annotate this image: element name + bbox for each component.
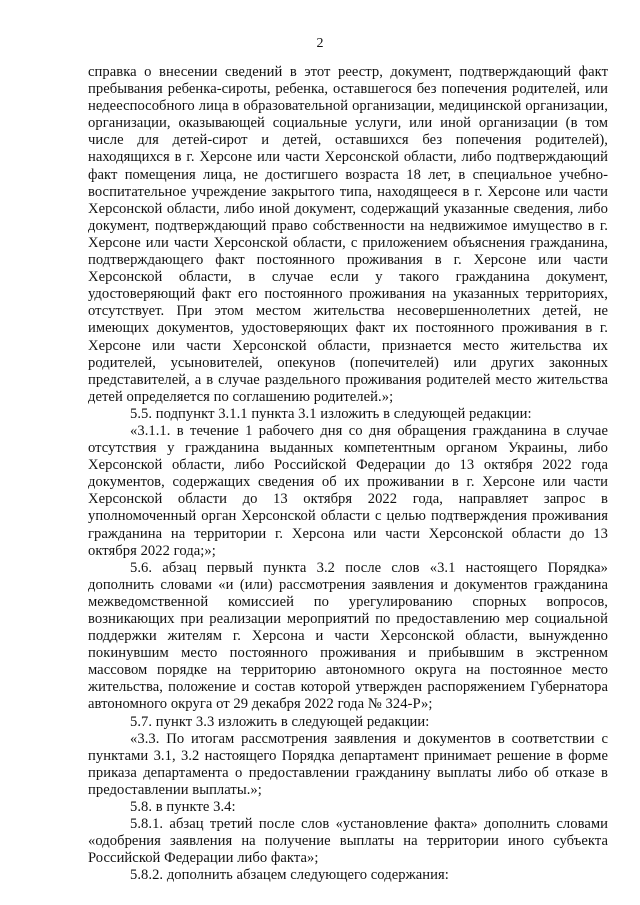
paragraph-5-6: 5.6. абзац первый пункта 3.2 после слов «3.1 настоящего Порядка» дополнить словами «и (или) рассмотрения заявления и документов гражданина межведомственной комиссией по урегулированию спорных вопросов, возникающих при реализации мероприятий по предоставлению мер социальной поддержки жителям г. Херсона и части Херсонской области, вынужденно покинувшим место постоянного проживания и прибывшим в экстренном массовом порядке на территорию автономного округа на постоянное место жительства, положение и состав которой утвержден распоряжением Губернатора автономного округа от 29 декабря 2022 года № 324-Р»; (88, 559, 608, 713)
paragraph-3-3-quote: «3.3. По итогам рассмотрения заявления и документов в соответствии с пунктами 3.1, 3.2 настоящего Порядка департамент принимает решение в форме приказа департамента о предоставлении гражданину выплаты либо об отказе в предоставлении выплаты.»; (88, 730, 608, 798)
page-number: 2 (316, 36, 324, 51)
document-body (88, 64, 608, 885)
paragraph-5-5: 5.5. подпункт 3.1.1 пункта 3.1 изложить в следующей редакции: (130, 405, 532, 422)
paragraph-5-8: 5.8. в пункте 3.4: (130, 799, 236, 816)
paragraph-5-8-1: 5.8.1. абзац третий после слов «установление факта» дополнить словами «одобрения заявления на получение выплаты на территории иного субъекта Российской Федерации либо факта»; (88, 816, 608, 867)
paragraph-5-8-2: 5.8.2. дополнить абзацем следующего содержания: (130, 867, 449, 884)
paragraph-3-1-1-quote: «3.1.1. в течение 1 рабочего дня со дня обращения гражданина в случае отсутствия у гражданина выданных компетентным органом Украины, либо Херсонской области, либо Российской Федерации до 13 октября 2022 года документов, содержащих сведения об их проживании в г. Херсоне или части Херсонской области до 13 октября 2022 года, направляет запрос в уполномоченный орган Херсонской области с целью подтверждения проживания гражданина на территории г. Херсона или части Херсонской области до 13 октября 2022 года;»; (88, 422, 608, 559)
paragraph-continuation: справка о внесении сведений в этот реестр, документ, подтверждающий факт пребывания ребенка-сироты, ребенка, оставшегося без попечения родителей, или недееспособного лица в образовательной организации, медицинской организации, организации, оказывающей социальные услуги, или иной организации (в том числе для детей-сирот и детей, оставшихся без попечения родителей), находящихся в г. Херсоне или части Херсонской области, либо подтверждающий факт помещения лица, не достигшего возраста 18 лет, в специальное учебно-воспитательное учреждение закрытого типа, находящееся в г. Херсоне или части Херсонской области, либо иной документ, содержащий указанные сведения, либо документ, подтверждающий право собственности на недвижимое имущество в г. Херсоне или части Херсонской области, с приложением объяснения гражданина, подтверждающего факт постоянного проживания в г. Херсоне или части Херсонской области, в случае если у такого гражданина документ, удостоверяющий факт его постоянного проживания на указанных территориях, отсутствует. При этом местом жительства несовершеннолетних детей, не имеющих документов, удостоверяющих факт их постоянного проживания в г. Херсоне или части Херсонской области, признается место жительства их родителей, усыновителей, опекунов (попечителей) или других законных представителей, а в случае раздельного проживания родителей место жительства детей определяется по соглашению родителей.»; (88, 64, 608, 405)
paragraph-5-7: 5.7. пункт 3.3 изложить в следующей редакции: (130, 713, 430, 730)
